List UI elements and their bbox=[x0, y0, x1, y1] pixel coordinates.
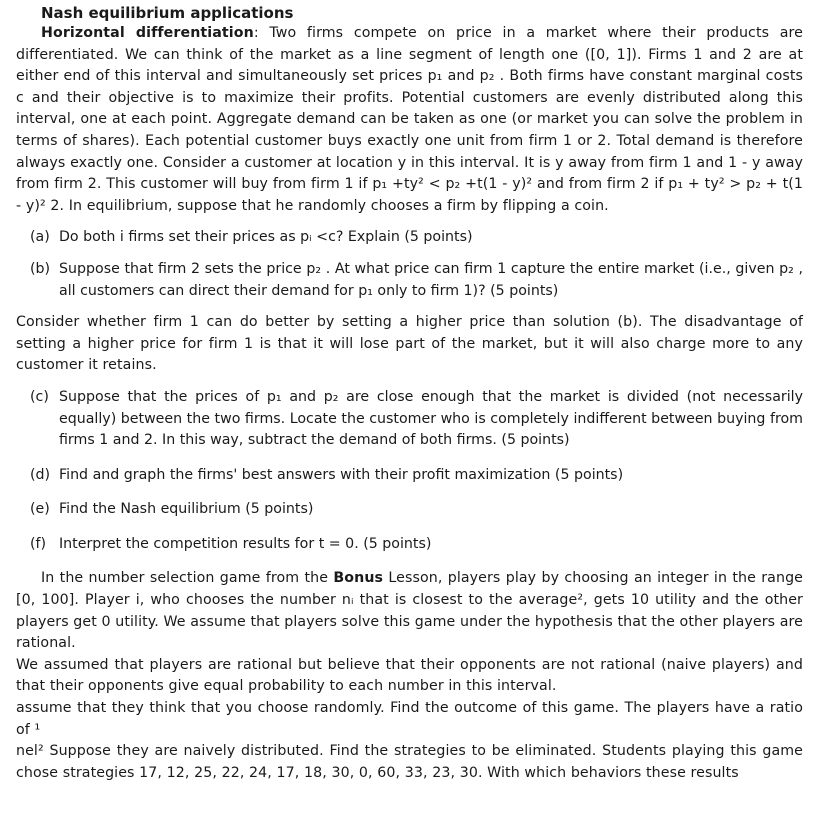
question-item bbox=[16, 465, 803, 487]
question-label: (a) bbox=[30, 229, 50, 246]
intro-body: : Two firms compete on price in a market where their products are differentiated. We can think of the market as a line segment of length one ([0, 1]). Firms 1 and 2 are at either end of this interval and simultaneously set prices p₁ and p₂ . Both firms have constant marginal costs c and their objective is to maximize their profits. Potential customers are evenly distributed along this interval, one at each point. Aggregate demand can be taken as one (or market you can solve the problem in terms of shares). Each potential customer buys exactly one unit from firm 1 or 2. Total demand is therefore always exactly one. Consider a customer at location y in this interval. It is y away from firm 1 and 1 - y away from firm 2. This customer will buy from firm 1 if p₁ +ty² < p₂ +t(1 - y)² and from firm 2 if p₁ + ty² > p₂ + t(1 - y)² 2. In equilibrium, suppose that he randomly chooses a firm by flipping a coin. bbox=[16, 25, 804, 214]
question-item bbox=[16, 227, 803, 249]
question-text: Suppose that firm 2 sets the price p₂ . At what price can firm 1 capture the entire market (i.e., given p₂ , all customers can direct their demand for p₁ only to firm 1)? (5 points) bbox=[59, 260, 803, 299]
question-item bbox=[16, 499, 803, 521]
question-label: (f) bbox=[30, 535, 47, 552]
question-text: Interpret the competition results for t = 0. (5 points) bbox=[59, 535, 432, 552]
question-label: (b) bbox=[30, 260, 51, 277]
question-item bbox=[16, 259, 803, 302]
section-title: Nash equilibrium applications bbox=[41, 4, 294, 22]
random-paragraph: assume that they think that you choose randomly. Find the outcome of this game. The players have a ratio of ¹ bbox=[16, 700, 803, 738]
question-label: (e) bbox=[30, 501, 50, 518]
question-label: (d) bbox=[30, 466, 51, 483]
strategies-paragraph: nel² Suppose they are naively distributed. Find the strategies to be eliminated. Students playing this game chose strategies 17, 12, 25, 22, 24, 17, 18, 30, 0, 60, 33, 23, 30. With which behaviors these results bbox=[16, 743, 803, 781]
question-text: Suppose that the prices of p₁ and p₂ are close enough that the market is divided (not necessarily equally) between the two firms. Locate the customer who is completely indifferent between buying from firms 1 and 2. In this way, subtract the demand of both firms. (5 points) bbox=[59, 388, 803, 449]
bonus-text-pre: In the number selection game from the bbox=[41, 570, 334, 587]
naive-paragraph: We assumed that players are rational but believe that their opponents are not rational (naive players) and that their opponents give equal probability to each number in this interval. bbox=[16, 656, 803, 695]
question-text: Do both i firms set their prices as pᵢ <c? Explain (5 points) bbox=[59, 229, 473, 246]
bonus-paragraph bbox=[16, 568, 803, 654]
intro-bold-term: Horizontal differentiation bbox=[41, 25, 254, 41]
bonus-text-post: Lesson, players play by choosing an integer in the range [0, 100]. Player i, who chooses the number nᵢ that is closest to the average², gets 10 utility and the other players get 0 utility. We assume that players solve this game under the hypothesis that the other players are rational. bbox=[16, 570, 803, 652]
question-item bbox=[16, 387, 803, 452]
bonus-bold: Bonus bbox=[333, 570, 384, 587]
middle-paragraph: Consider whether firm 1 can do better by setting a higher price than solution (b). The disadvantage of setting a higher price for firm 1 is that it will lose part of the market, but it will also charge more to any customer it retains. bbox=[16, 314, 803, 374]
question-label: (c) bbox=[30, 388, 49, 405]
intro-paragraph bbox=[16, 23, 803, 217]
question-text: Find the Nash equilibrium (5 points) bbox=[59, 501, 314, 518]
question-item bbox=[16, 534, 803, 556]
question-text: Find and graph the firms' best answers with their profit maximization (5 points) bbox=[59, 466, 624, 483]
